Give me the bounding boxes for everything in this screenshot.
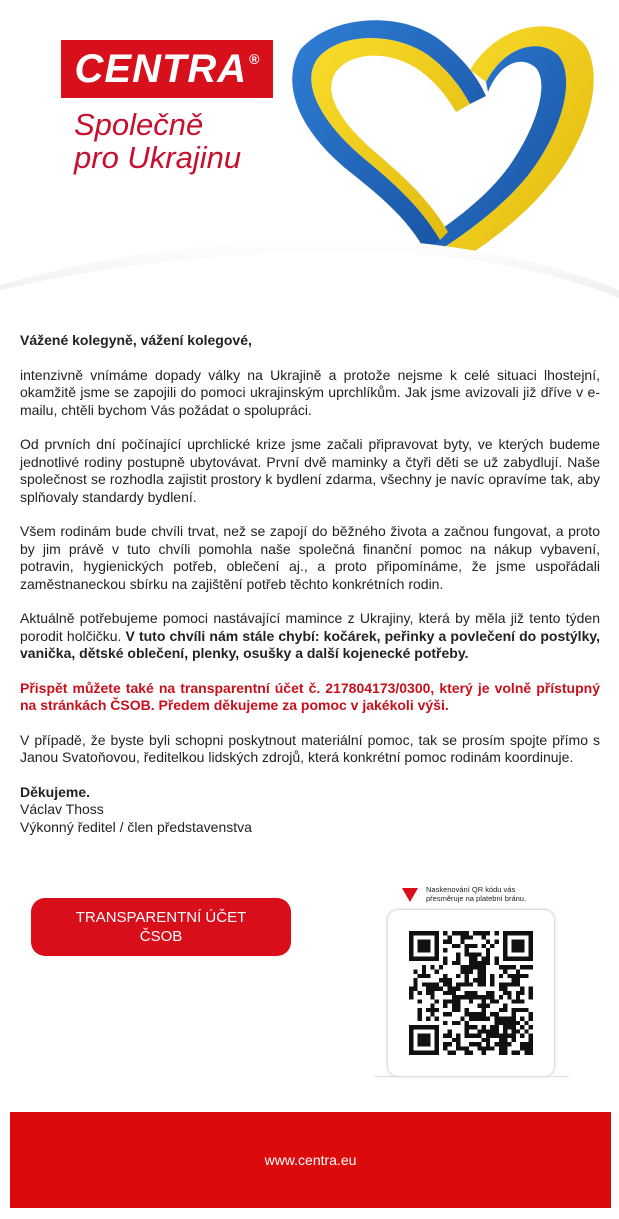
tagline-line-2: pro Ukrajinu <box>74 140 242 175</box>
centra-logo[interactable] <box>61 40 273 98</box>
paragraph-3: Všem rodinám bude chvíli trvat, než se zapojí do běžného života a začnou fungovat, a proto by jim právě v tuto chvíli pomohla naše společná finanční pomoc na nákup vybavení, potravin, hygienických potřeb, oblečení aj., a proto připomínáme, že jsme uspořádali zaměstnaneckou sbírku na zajištění potřeb těchto konkrétních rodin. <box>20 523 600 592</box>
donation-paragraph: Přispět můžete také na transparentní účet č. 217804173/0300, který je volně přístupný na stránkách ČSOB. Předem děkujeme za pomoc v jakékoli výši. <box>20 679 600 713</box>
paragraph-4-bold: V tuto chvíli nám stále chybí: kočárek, peřinky a povlečení do postýlky, vanička, dětské oblečení, plenky, osušky a další kojenecké potřeby. <box>20 627 600 661</box>
cta-line-2: ČSOB <box>139 928 183 945</box>
logo-registered-mark: ® <box>249 51 260 67</box>
paragraph-6: V případě, že byste byli schopni poskytnout materiální pomoc, tak se prosím spojte přímo s Janou Svatoňovou, ředitelkou lidských zdrojů, která konkrétní pomoc rodinám koordinuje. <box>20 731 600 765</box>
cta-line-1: TRANSPARENTNÍ ÚČET <box>75 909 247 926</box>
greeting: Vážené kolegyně, vážení kolegové, <box>20 332 252 348</box>
qr-card[interactable] <box>388 910 554 1076</box>
footer-bar <box>10 1112 611 1208</box>
qr-code-icon[interactable] <box>409 931 533 1055</box>
paragraph-1: intenzivně vnímáme dopady války na Ukrajině a protože nejsme k celé situaci lhostejní, okamžitě jsme se zapojili do pomoci ukrajinským uprchlíkům. Jak jsme avizovali již dříve v e-mailu, chtěli bychom Vás požádat o spolupráci. <box>20 366 600 418</box>
signature-block <box>20 784 600 837</box>
transparent-account-button[interactable] <box>31 898 291 956</box>
qr-note-line-2: přesměruje na platební bránu. <box>426 894 527 903</box>
logo-text: CENTRA <box>74 46 248 91</box>
paragraph-4 <box>20 610 600 663</box>
paragraph-4-text: Aktuálně potřebujeme pomoci nastávající mamince z Ukrajiny, která by měla již tento týden porodit holčičku. <box>20 610 600 644</box>
qr-note <box>426 885 556 903</box>
arrow-down-icon <box>402 888 418 902</box>
signature-name: Václav Thoss <box>20 801 104 817</box>
paragraph-2: Od prvních dní počínající uprchlické krize jsme začali připravovat byty, ve kterých budeme jednotlivé rodiny postupně ubytovávat. První dvě maminky a čtyři děti se už zabydlují. Naše společnost se rozhodla zajistit prostory k bydlení zdarma, všechny je navíc opravíme tak, aby splňovaly standardy bydlení. <box>20 436 600 505</box>
tagline-line-1: Společně <box>74 107 204 142</box>
hero-banner <box>0 0 619 320</box>
qr-section <box>374 883 569 1078</box>
thanks: Děkujeme. <box>20 783 91 800</box>
footer-website-link[interactable]: www.centra.eu <box>264 1152 357 1168</box>
signature-title: Výkonný ředitel / člen představenstva <box>20 818 252 835</box>
qr-note-line-1: Naskenování QR kódu vás <box>426 885 516 894</box>
qr-divider <box>374 1076 569 1077</box>
tagline <box>74 108 241 174</box>
letter-body <box>20 332 600 836</box>
